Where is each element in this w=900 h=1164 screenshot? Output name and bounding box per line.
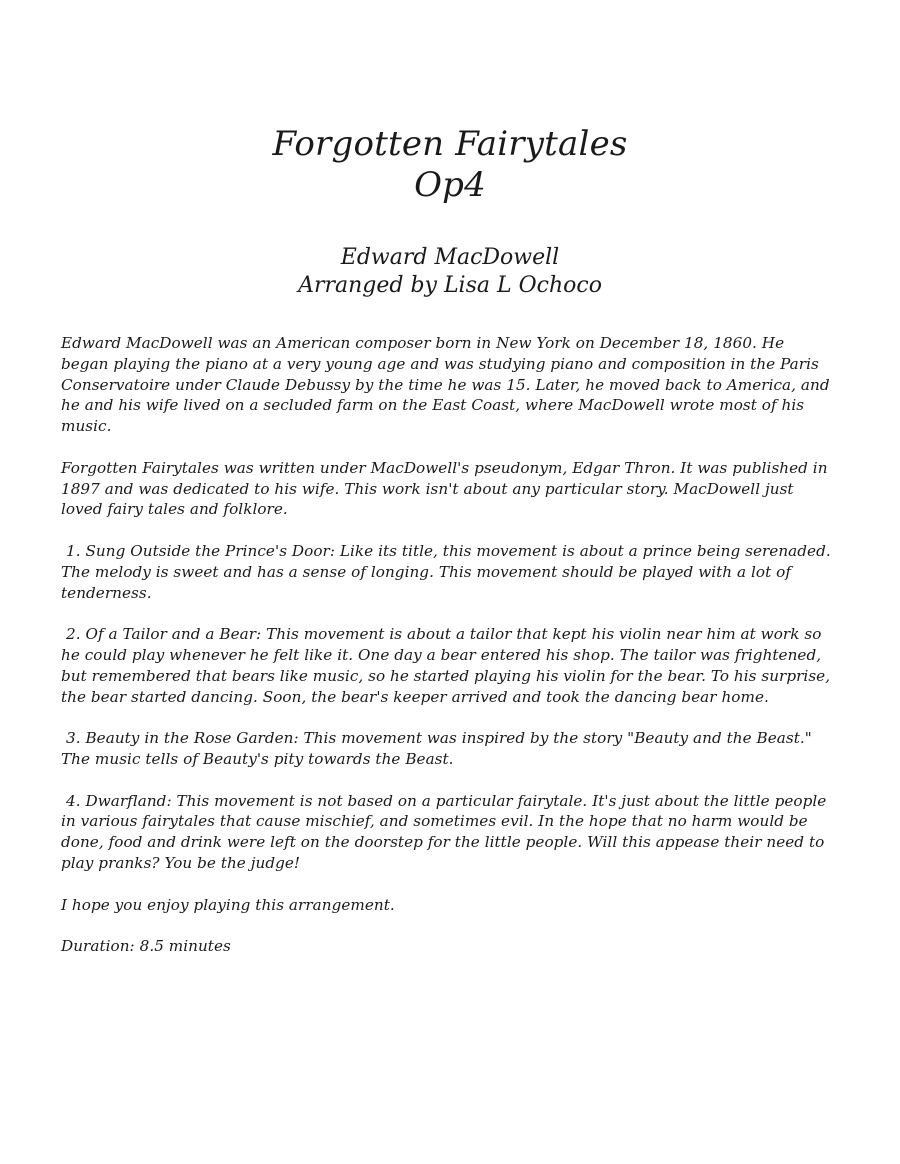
title-block [0, 124, 900, 206]
duration-paragraph: Duration: 8.5 minutes [61, 937, 231, 956]
composer-name: Edward MacDowell [340, 245, 560, 270]
closing-paragraph: I hope you enjoy playing this arrangement. [61, 895, 395, 914]
body-text [61, 333, 836, 978]
intro-paragraph: Edward MacDowell was an American composer born in New York on December 18, 1860. He began playing the piano at a very young age and was studying piano and composition in the Paris Conservatoire under Claude Debussy by the time he was 15. Later, he moved back to America, and he and his wife lived on a secluded farm on the East Coast, where MacDowell wrote most of his music. [61, 334, 830, 436]
document-title: Forgotten Fairytales [272, 124, 628, 164]
movement-1-paragraph: 1. Sung Outside the Prince's Door: Like its title, this movement is about a prince being serenaded. The melody is sweet and has a sense of longing. This movement should be played with a lot of tenderness. [61, 541, 831, 602]
about-paragraph: Forgotten Fairytales was written under MacDowell's pseudonym, Edgar Thron. It was published in 1897 and was dedicated to his wife. This work isn't about any particular story. MacDowell just loved fairy tales and folklore. [61, 458, 828, 519]
movement-3-paragraph: 3. Beauty in the Rose Garden: This movement was inspired by the story "Beauty and the Beast." The music tells of Beauty's pity towards the Beast. [61, 729, 812, 768]
arranger-credit: Arranged by Lisa L Ochoco [298, 273, 602, 298]
credits-block [0, 244, 900, 300]
opus-number: Op4 [414, 165, 486, 205]
movement-2-paragraph: 2. Of a Tailor and a Bear: This movement is about a tailor that kept his violin near him at work so he could play whenever he felt like it. One day a bear entered his shop. The tailor was frightened, but remembered that bears like music, so he started playing his violin for the bear. To his surprise, the bear started dancing. Soon, the bear's keeper arrived and took the dancing bear home. [61, 625, 831, 706]
movement-4-paragraph: 4. Dwarfland: This movement is not based on a particular fairytale. It's just about the little people in various fairytales that cause mischief, and sometimes evil. In the hope that no harm would be done, food and drink were left on the doorstep for the little people. Will this appease their need to play pranks? You be the judge! [61, 791, 827, 872]
